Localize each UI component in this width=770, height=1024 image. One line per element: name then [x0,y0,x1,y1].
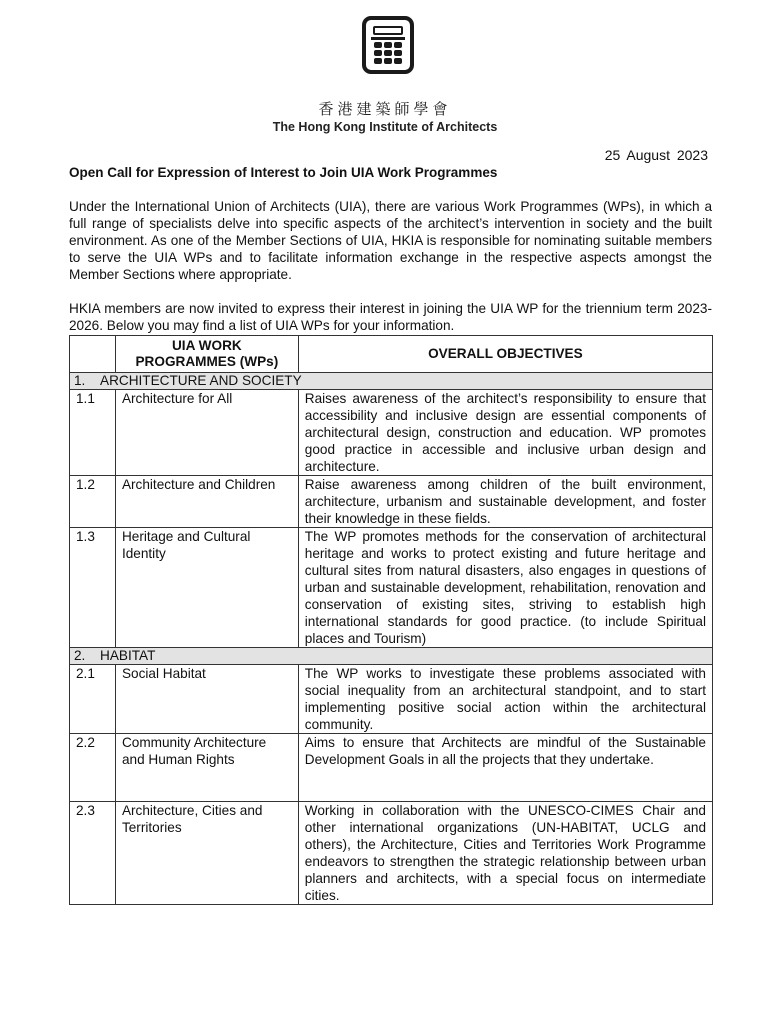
row-objective: The WP works to investigate these problems associated with social inequality from an architectural standpoint, and to start implementing positive social action within the architectural community. [298,665,712,734]
table-row [70,476,713,528]
row-number: 2.2 [70,734,116,802]
row-programme: Heritage and Cultural Identity [115,528,298,648]
row-number: 1.2 [70,476,116,528]
row-number: 2.1 [70,665,116,734]
document-date: 25 August 2023 [604,147,708,163]
document-title: Open Call for Expression of Interest to Join UIA Work Programmes [69,165,498,180]
org-chinese-name: 香港建築師學會 [318,100,452,118]
table-header-row [70,336,713,373]
row-objective: Aims to ensure that Architects are mindful of the Sustainable Development Goals in all the projects that they undertake. [298,734,712,802]
header-number [70,336,116,373]
row-objective: Raise awareness among children of the built environment, architecture, urbanism and sustainable development, and foster their knowledge in these fields. [298,476,712,528]
row-objective: The WP promotes methods for the conservation of architectural heritage and works to protect existing and future heritage and cultural sites from natural disasters, also engages in questions of urban and sustainable development, rehabilitation, renovation and conservation of existing sites, striving to establish high international standards for good practice. (to include Spiritual places and Tourism) [298,528,712,648]
section-number: 2. [74,648,86,663]
row-objective: Raises awareness of the architect’s responsibility to ensure that accessibility and inclusive design are essential components of architectural design, construction and education. WP promotes good practice in accessible and inclusive urban design and architecture. [298,390,712,476]
hkia-logo-icon [362,16,414,74]
row-programme: Architecture for All [115,390,298,476]
table-row [70,390,713,476]
row-number: 1.3 [70,528,116,648]
table-row [70,734,713,802]
row-programme: Architecture and Children [115,476,298,528]
table-row [70,528,713,648]
section-title: HABITAT [100,648,156,663]
row-programme: Architecture, Cities and Territories [115,802,298,905]
row-objective: Working in collaboration with the UNESCO-CIMES Chair and other international organizations (UN-HABITAT, UCLG and others), the Architecture, Cities and Territories Work Programme endeavors to strengthen the strategic relationship between urban planners and architects, with a special focus on intermediate cities. [298,802,712,905]
org-english-name: The Hong Kong Institute of Architects [272,120,498,134]
row-number: 1.1 [70,390,116,476]
invitation-paragraph: HKIA members are now invited to express their interest in joining the UIA WP for the triennium term 2023-2026. Below you may find a list of UIA WPs for your information. [69,301,712,333]
intro-paragraph: Under the International Union of Architects (UIA), there are various Work Programmes (WPs), in which a full range of specialists delve into specific aspects of the architect’s intervention in society and the built environment. As one of the Member Sections of UIA, HKIA is responsible for nominating suitable members to serve the UIA WPs and to facilitate information exchange in the respective aspects amongst the Member Sections where appropriate. [69,199,712,282]
section-row-architecture-society [70,373,713,390]
work-programmes-table [69,335,713,905]
header-programmes: UIA WORK PROGRAMMES (WPs) [115,336,298,373]
section-title: ARCHITECTURE AND SOCIETY [100,373,302,388]
row-programme: Community Architecture and Human Rights [115,734,298,802]
row-number: 2.3 [70,802,116,905]
row-programme: Social Habitat [115,665,298,734]
section-number: 1. [74,373,86,388]
table-row [70,665,713,734]
table-row [70,802,713,905]
header-objectives: OVERALL OBJECTIVES [298,336,712,373]
section-row-habitat [70,648,713,665]
